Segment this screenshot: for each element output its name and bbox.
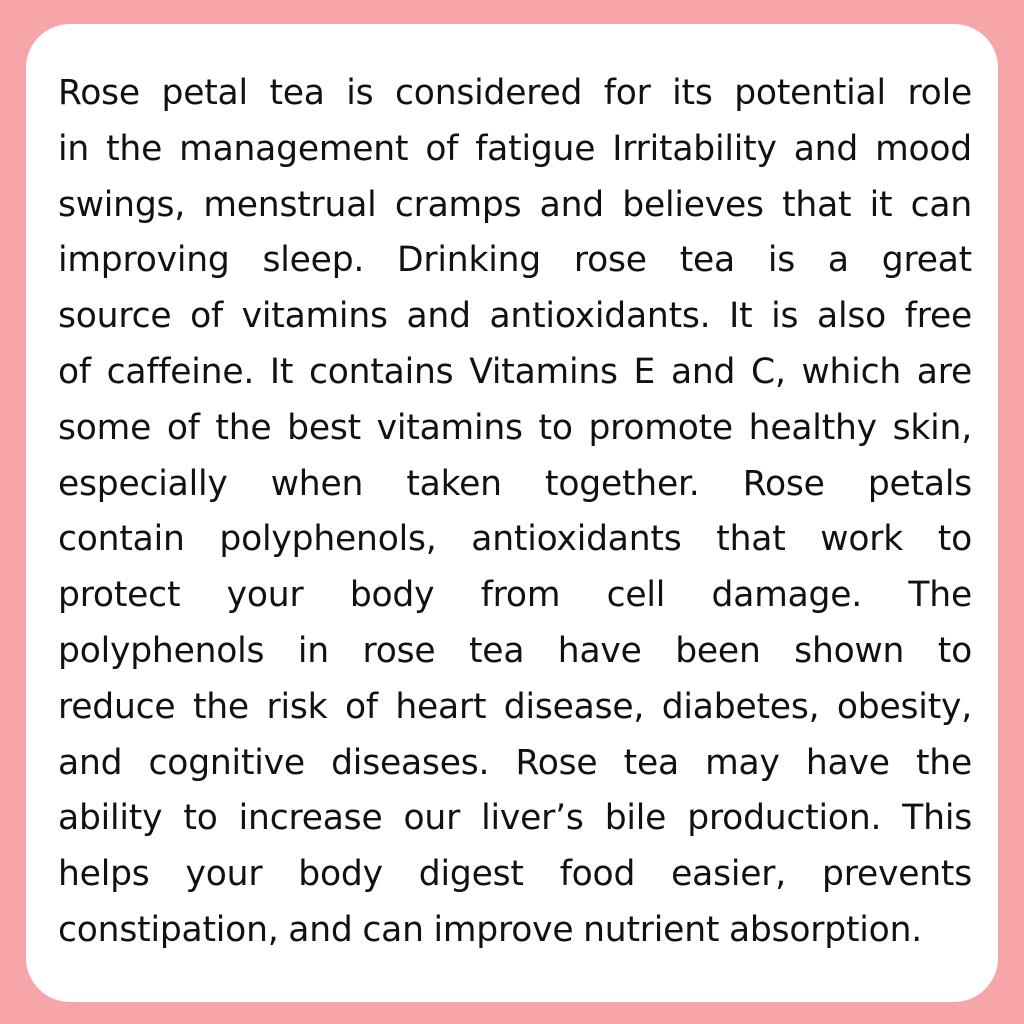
paragraph-line: source of vitamins and antioxidants. It is also free	[58, 296, 972, 337]
paragraph-line: helps your body digest food easier, prevents	[58, 854, 972, 895]
paragraph-line: Rose petal tea is considered for its potential role	[58, 73, 972, 113]
paragraph-line: in the management of fatigue Irritability and mood	[58, 128, 972, 169]
paragraph-line: constipation, and can improve nutrient absorption.	[58, 909, 923, 950]
paragraph-line: some of the best vitamins to promote healthy skin,	[58, 407, 972, 448]
paragraph-line: swings, menstrual cramps and believes that it can	[58, 184, 972, 225]
paragraph-line: improving sleep. Drinking rose tea is a great	[58, 240, 972, 281]
paragraph-line: polyphenols in rose tea have been shown to	[58, 630, 972, 671]
paragraph-line: protect your body from cell damage. The	[58, 575, 972, 616]
paragraph-line: and cognitive diseases. Rose tea may have the	[58, 742, 972, 783]
rose-tea-paragraph	[58, 66, 972, 959]
paragraph-line: of caffeine. It contains Vitamins E and C, which are	[58, 351, 972, 392]
paragraph-line: especially when taken together. Rose petals	[58, 463, 972, 504]
paragraph-line: reduce the risk of heart disease, diabetes, obesity,	[58, 686, 972, 727]
paragraph-line: ability to increase our liver’s bile production. This	[58, 798, 972, 839]
paragraph-line: contain polyphenols, antioxidants that work to	[58, 519, 972, 560]
